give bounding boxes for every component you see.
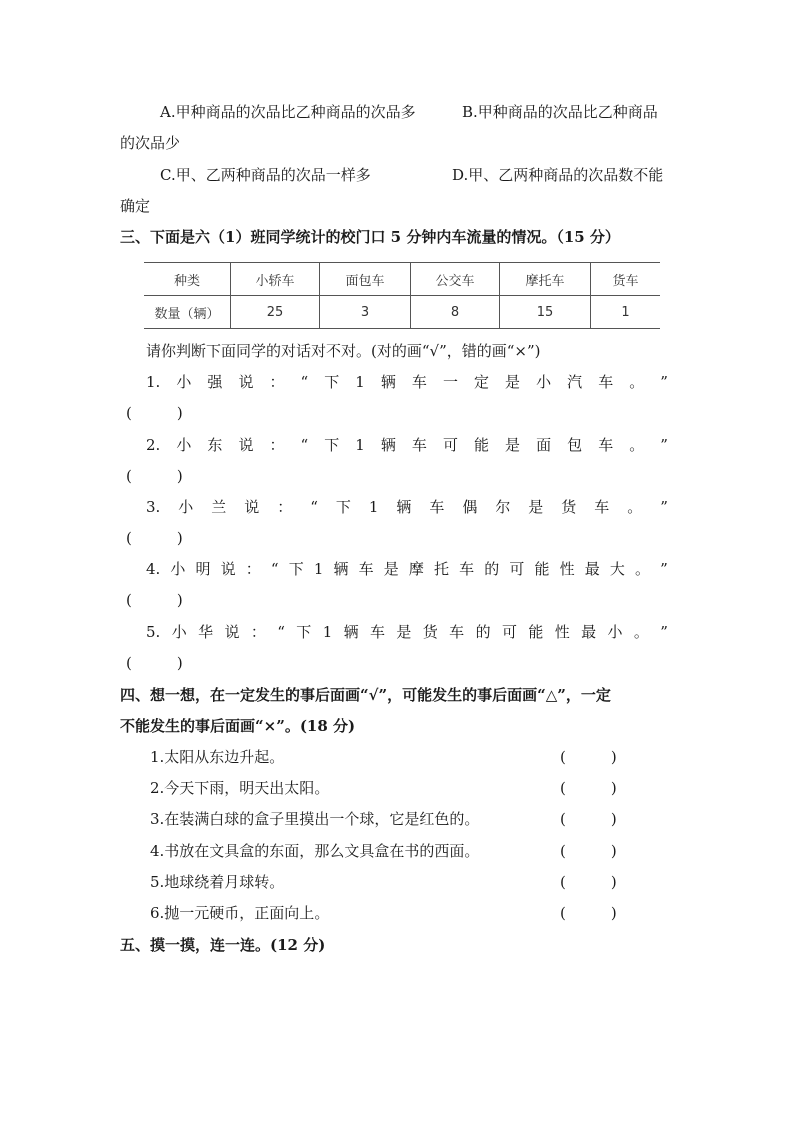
- list-item: 5.地球绕着月球转。: [150, 873, 285, 891]
- table-cell: 数量（辆）: [144, 296, 231, 329]
- statement-char: 5.: [146, 623, 161, 641]
- statement-char: 定: [474, 373, 490, 391]
- statement-char: 辆: [343, 623, 359, 641]
- statement-char: 托: [433, 560, 449, 578]
- statement-char: “: [277, 623, 285, 641]
- statement-char: 辆: [333, 560, 349, 578]
- list-item: 1.太阳从东边升起。: [150, 748, 285, 766]
- statement-char: 是: [528, 498, 544, 516]
- statement-char: 是: [505, 436, 521, 454]
- statement-char: 可: [442, 436, 458, 454]
- section4-heading-line1: 四、想一想，在一定发生的事后面画“√”，可能发生的事后面画“△”，一定: [120, 686, 611, 704]
- statement-char: 可: [501, 623, 517, 641]
- statement-char: 3.: [146, 498, 161, 516]
- section4-heading-line2: 不能发生的事后面画“×”。(18 分): [120, 717, 356, 735]
- statement-char: 能: [474, 436, 490, 454]
- statement-char: 兰: [211, 498, 227, 516]
- list-item: 2.今天下雨，明天出太阳。: [150, 779, 330, 797]
- statement-char: “: [300, 436, 309, 454]
- statement-char: 小: [607, 623, 623, 641]
- section5-heading: 五、摸一摸，连一连。(12 分): [120, 936, 326, 954]
- statement-char: 车: [358, 560, 374, 578]
- table-cell: 小轿车: [231, 263, 320, 296]
- statement-char: 说: [224, 623, 240, 641]
- statement-char: ”: [660, 560, 668, 578]
- statement-char: 辆: [380, 436, 396, 454]
- statement-char: 说: [238, 436, 254, 454]
- statement-char: 一: [442, 373, 458, 391]
- statement-char: 说: [244, 498, 260, 516]
- table-cell: 摩托车: [500, 263, 591, 296]
- statement-char: ：: [245, 560, 261, 578]
- table-header-row: [144, 263, 660, 296]
- statement-char: 。: [629, 436, 645, 454]
- statement-char: 车: [598, 373, 614, 391]
- statement-line: [146, 621, 668, 643]
- statement-char: 1.: [146, 373, 161, 391]
- option-a: A.甲种商品的次品比乙种商品的次品多: [160, 103, 416, 121]
- option-b: B.甲种商品的次品比乙种商品: [462, 103, 658, 121]
- statement-char: 的: [484, 560, 500, 578]
- answer-blank[interactable]: ( ): [560, 873, 617, 891]
- table-cell: 15: [500, 296, 591, 329]
- statement-char: 华: [198, 623, 214, 641]
- statement-char: 小: [178, 498, 194, 516]
- table-cell: 种类: [144, 263, 231, 296]
- traffic-table: [144, 262, 660, 329]
- statement-char: “: [310, 498, 318, 516]
- table-cell: 3: [320, 296, 411, 329]
- statement-char: 东: [207, 436, 223, 454]
- statement-char: 。: [627, 498, 643, 516]
- answer-blank[interactable]: ( ): [560, 810, 617, 828]
- table-row: [144, 296, 660, 329]
- statement-char: “: [300, 373, 309, 391]
- statement-char: 下: [324, 436, 340, 454]
- answer-blank[interactable]: ( ): [560, 748, 617, 766]
- statement-char: 货: [422, 623, 438, 641]
- statement-char: 摩: [408, 560, 424, 578]
- answer-blank[interactable]: ( ): [126, 467, 183, 485]
- statement-char: 的: [475, 623, 491, 641]
- statement-char: 小: [536, 373, 552, 391]
- statement-char: 能: [534, 560, 550, 578]
- statement-char: 大: [609, 560, 625, 578]
- statement-char: 是: [383, 560, 399, 578]
- statement-char: 包: [567, 436, 583, 454]
- statement-char: 1: [355, 373, 365, 391]
- table-cell: 8: [411, 296, 500, 329]
- statement-char: 是: [505, 373, 521, 391]
- statement-char: 是: [396, 623, 412, 641]
- statement-char: 1: [355, 436, 365, 454]
- table-cell: 货车: [591, 263, 661, 296]
- statement-char: 尔: [495, 498, 511, 516]
- answer-blank[interactable]: ( ): [126, 591, 183, 609]
- statement-char: 小: [170, 560, 186, 578]
- statement-char: 下: [335, 498, 351, 516]
- statement-char: 辆: [380, 373, 396, 391]
- statement-char: 车: [459, 560, 475, 578]
- statement-char: 最: [584, 560, 600, 578]
- statement-char: ：: [250, 623, 266, 641]
- answer-blank[interactable]: ( ): [126, 404, 183, 422]
- statement-char: 小: [176, 436, 192, 454]
- list-item: 3.在装满白球的盒子里摸出一个球，它是红色的。: [150, 810, 480, 828]
- statement-line: [146, 496, 668, 518]
- statement-char: 辆: [396, 498, 412, 516]
- statement-char: 说: [220, 560, 236, 578]
- section3-heading: 三、下面是六（1）班同学统计的校门口 5 分钟内车流量的情况。（15 分）: [120, 228, 620, 246]
- statement-char: 可: [509, 560, 525, 578]
- statement-char: ”: [660, 373, 668, 391]
- statement-line: [146, 434, 668, 456]
- statement-char: 车: [411, 373, 427, 391]
- statement-char: ”: [660, 498, 668, 516]
- table-cell: 25: [231, 296, 320, 329]
- statement-char: 1: [313, 560, 324, 578]
- option-b-continued: 的次品少: [120, 134, 181, 152]
- statement-char: ”: [660, 436, 668, 454]
- statement-char: 说: [238, 373, 254, 391]
- table-cell: 1: [591, 296, 661, 329]
- statement-char: 能: [528, 623, 544, 641]
- answer-blank[interactable]: ( ): [560, 842, 617, 860]
- statement-line: [146, 558, 668, 580]
- statement-char: 小: [176, 373, 192, 391]
- statement-char: 最: [581, 623, 597, 641]
- answer-blank[interactable]: ( ): [126, 654, 183, 672]
- statement-char: 面: [536, 436, 552, 454]
- statement-char: 车: [429, 498, 445, 516]
- statement-char: 车: [598, 436, 614, 454]
- statement-char: 下: [296, 623, 312, 641]
- section3-instruction: 请你判断下面同学的对话对不对。(对的画“√”，错的画“×”): [146, 342, 541, 360]
- statement-char: 1: [322, 623, 333, 641]
- statement-char: 货: [561, 498, 577, 516]
- answer-blank[interactable]: ( ): [126, 529, 183, 547]
- option-c: C.甲、乙两种商品的次品一样多: [160, 166, 371, 184]
- statement-line: [146, 371, 668, 393]
- statement-char: 2.: [146, 436, 161, 454]
- statement-char: ：: [269, 373, 285, 391]
- statement-char: ：: [269, 436, 285, 454]
- list-item: 6.抛一元硬币，正面向上。: [150, 904, 330, 922]
- statement-char: 1: [368, 498, 379, 516]
- answer-blank[interactable]: ( ): [560, 779, 617, 797]
- statement-char: 。: [634, 560, 650, 578]
- statement-char: 车: [411, 436, 427, 454]
- statement-char: ：: [277, 498, 293, 516]
- statement-char: “: [270, 560, 279, 578]
- statement-char: 明: [195, 560, 211, 578]
- statement-char: 4.: [146, 560, 161, 578]
- statement-char: 强: [207, 373, 223, 391]
- statement-char: 性: [554, 623, 570, 641]
- statement-char: 。: [633, 623, 649, 641]
- option-d-continued: 确定: [120, 197, 151, 215]
- statement-char: 小: [171, 623, 187, 641]
- answer-blank[interactable]: ( ): [560, 904, 617, 922]
- statement-char: ”: [660, 623, 668, 641]
- statement-char: 车: [370, 623, 386, 641]
- statement-char: 车: [594, 498, 610, 516]
- statement-char: 性: [559, 560, 575, 578]
- statement-char: 下: [288, 560, 304, 578]
- table-cell: 公交车: [411, 263, 500, 296]
- list-item: 4.书放在文具盒的东面，那么文具盒在书的西面。: [150, 842, 480, 860]
- statement-char: 偶: [462, 498, 478, 516]
- statement-char: 。: [629, 373, 645, 391]
- statement-char: 汽: [567, 373, 583, 391]
- statement-char: 下: [324, 373, 340, 391]
- option-d: D.甲、乙两种商品的次品数不能: [452, 166, 664, 184]
- statement-char: 车: [449, 623, 465, 641]
- table-cell: 面包车: [320, 263, 411, 296]
